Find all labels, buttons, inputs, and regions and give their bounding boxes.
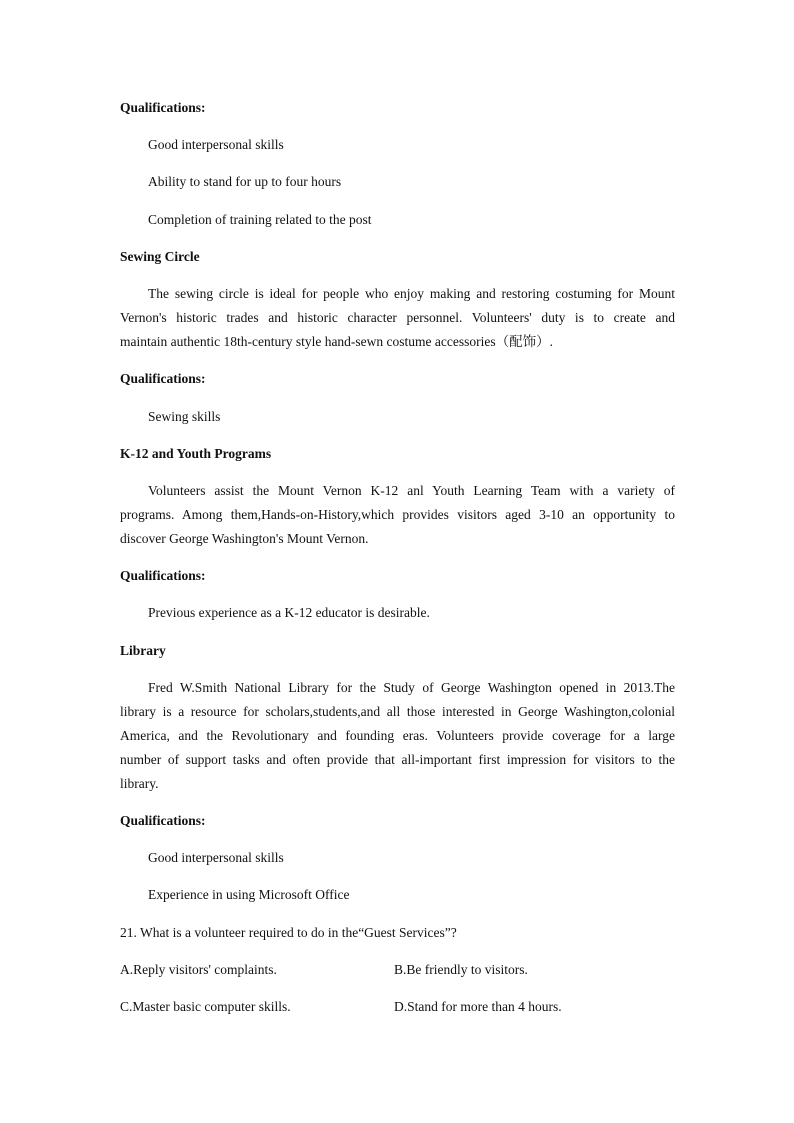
paragraph-line: number of support tasks and often provide that all-important first impression for visitors to the bbox=[120, 752, 675, 767]
answer-option-c: C.Master basic computer skills. bbox=[120, 999, 291, 1014]
paragraph-line: America, and the Revolutionary and founding eras. Volunteers provide coverage for a large bbox=[120, 728, 675, 743]
section-heading-library: Library bbox=[120, 643, 166, 658]
section-heading-sewing-circle: Sewing Circle bbox=[120, 249, 200, 264]
answer-option-d: D.Stand for more than 4 hours. bbox=[394, 999, 562, 1014]
qualification-item: Good interpersonal skills bbox=[148, 850, 284, 865]
qualifications-heading: Qualifications: bbox=[120, 100, 206, 115]
qualification-item: Experience in using Microsoft Office bbox=[148, 887, 350, 902]
paragraph-line: The sewing circle is ideal for people who enjoy making and restoring costuming for Mount bbox=[148, 286, 675, 301]
qualification-item: Completion of training related to the post bbox=[148, 212, 372, 227]
qualification-item: Good interpersonal skills bbox=[148, 137, 284, 152]
answer-option-b: B.Be friendly to visitors. bbox=[394, 962, 528, 977]
qualification-item: Sewing skills bbox=[148, 409, 221, 424]
paragraph-line: library is a resource for scholars,students,and all those interested in George Washington,colonial bbox=[120, 704, 675, 719]
qualification-item: Previous experience as a K-12 educator is desirable. bbox=[148, 605, 430, 620]
question-stem: 21. What is a volunteer required to do in the“Guest Services”? bbox=[120, 925, 457, 940]
paragraph-line: programs. Among them,Hands-on-History,which provides visitors aged 3-10 an opportunity to bbox=[120, 507, 675, 522]
answer-option-a: A.Reply visitors' complaints. bbox=[120, 962, 277, 977]
qualifications-heading: Qualifications: bbox=[120, 568, 206, 583]
section-heading-k12-youth: K-12 and Youth Programs bbox=[120, 446, 272, 461]
qualifications-heading: Qualifications: bbox=[120, 371, 206, 386]
paragraph-line: Vernon's historic trades and historic character personnel. Volunteers' duty is to create and bbox=[120, 310, 675, 325]
paragraph-line: Fred W.Smith National Library for the Study of George Washington opened in 2013.The bbox=[148, 680, 675, 695]
qualifications-heading: Qualifications: bbox=[120, 813, 206, 828]
paragraph-line: discover George Washington's Mount Vernon. bbox=[120, 531, 369, 546]
paragraph-line: Volunteers assist the Mount Vernon K-12 anl Youth Learning Team with a variety of bbox=[148, 483, 675, 498]
paragraph-line: maintain authentic 18th-century style hand-sewn costume accessories（配饰）. bbox=[120, 334, 554, 349]
qualification-item: Ability to stand for up to four hours bbox=[148, 174, 342, 189]
paragraph-line: library. bbox=[120, 776, 159, 791]
